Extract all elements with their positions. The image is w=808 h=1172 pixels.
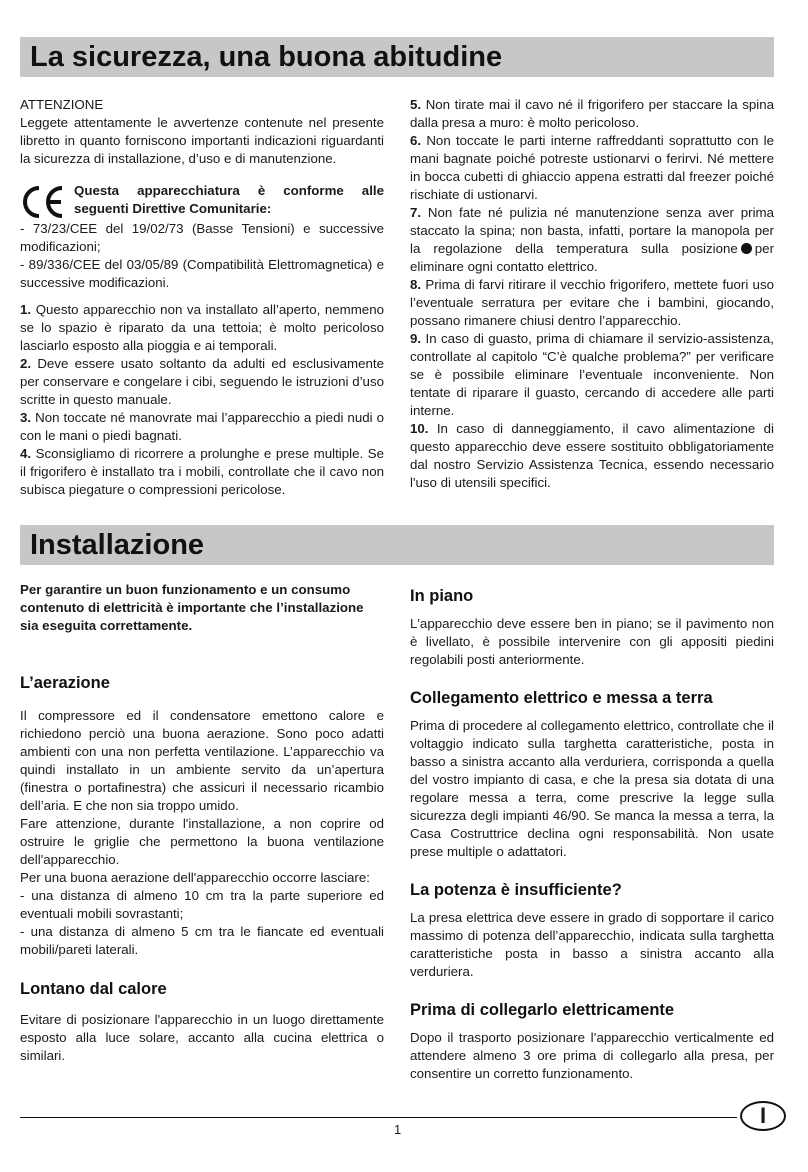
heading-lontano-dal-calore: Lontano dal calore <box>20 980 167 998</box>
heading-potenza: La potenza è insufficiente? <box>410 881 622 899</box>
piano-text: L'apparecchio deve essere ben in piano; se il pavimento non è livellato, è possibile intervenire con gli appositi piedini regolabili posti anteriormente. <box>410 616 774 667</box>
section-title-installation: Installazione <box>30 529 205 561</box>
section-banner-safety <box>20 37 774 77</box>
prima-text: Dopo il trasporto posizionare l’apparecchio verticalmente ed attendere almeno 3 ore prima di collegarlo alla presa, per consentire un corretto funzionamento. <box>410 1030 774 1081</box>
footer-rule <box>20 1117 737 1118</box>
language-badge: I <box>740 1101 786 1131</box>
safety-item: 7. Non fate né pulizia né manutenzione senza aver prima staccato la spina; non basta, infatti, portare la manopola per la regolazione della temperatura sulla posizione per eliminare ogni contatto elettrico. <box>410 205 774 274</box>
ce-mark-icon <box>20 184 66 220</box>
safety-item: 1. Questo apparecchio non va installato all’aperto, nemmeno se lo spazio è riparato da una tettoia; è molto pericoloso lasciarlo esposto alla pioggia e ai temporali. <box>20 302 384 353</box>
attention-text: Leggete attentamente le avvertenze contenute nel presente libretto in quanto forniscono importanti indicazioni riguardanti la sicurezza di installazione, d’uso e di manutenzione. <box>20 115 384 166</box>
heading-aerazione: L’aerazione <box>20 674 110 692</box>
installation-intro: Per garantire un buon funzionamento e un consumo contenuto di elettricità è importante che l’installazione sia eseguita correttamente. <box>20 582 364 633</box>
installation-right-column <box>410 585 774 1083</box>
ce-directive-1: - 73/23/CEE del 19/02/73 (Basse Tensioni) e successive modificazioni; <box>20 221 384 254</box>
potenza-text: La presa elettrica deve essere in grado di sopportare il carico massimo di potenza dell’apparecchio, indicata sulla targhetta caratteristiche posta in basso a sinistra accanto alla verduriera. <box>410 910 774 979</box>
ce-directive-2: - 89/336/CEE del 03/05/89 (Compatibilità Elettromagnetica) e successive modificazioni. <box>20 257 384 290</box>
aerazione-p1: Il compressore ed il condensatore emettono calore e richiedono perciò una buona aerazione. Sono poco adatti ambienti con una non perfetta ventilazione. L’apparecchio va quindi installato in un ambiente servito da un’apertura (finestra o portafinestra) che assicuri il necessario ricambio dell’aria. E che non sia troppo umido. <box>20 708 384 813</box>
safety-left-column <box>20 96 384 499</box>
ce-title: Questa apparecchiatura è conforme alle seguenti Direttive Comunitarie: <box>74 183 384 216</box>
heading-in-piano: In piano <box>410 587 474 605</box>
safety-item: 4. Sconsigliamo di ricorrere a prolunghe e prese multiple. Se il frigorifero è installato tra i mobili, controllate che il cavo non subisca piegature o compressioni pericolose. <box>20 446 384 497</box>
safety-item: 2. Deve essere usato soltanto da adulti ed esclusivamente per conservare e congelare i cibi, seguendo le istruzioni d’uso scritte in questo manuale. <box>20 356 384 407</box>
calore-text: Evitare di posizionare l'apparecchio in un luogo direttamente esposto alla luce solare, accanto alla cucina elettrica o similari. <box>20 1012 384 1063</box>
attention-heading: ATTENZIONE <box>20 97 104 112</box>
collegamento-text: Prima di procedere al collegamento elettrico, controllate che il voltaggio indicato sulla targhetta caratteristiche, posta in basso a sinistra accanto alla verduriera, corrisponda a quella del vostro impianto di casa, e che la presa sia dotata di una regolare messa a terra, come prescrive la legge sulla sicurezza degli impianti 46/90. Se manca la messa a terra, la Casa Costruttrice declina ogni responsabilità. Non usate prese multiple o adattatori. <box>410 718 774 859</box>
ce-block <box>20 182 384 220</box>
safety-item: 5. Non tirate mai il cavo né il frigorifero per staccare la spina dalla presa a muro: è molto pericoloso. <box>410 97 774 130</box>
installation-left-column <box>20 581 384 1065</box>
safety-item: 9. In caso di guasto, prima di chiamare il servizio-assistenza, controllate al capitolo “C’è qualche problema?” per verificare se è possibile eliminare l’eventuale inconveniente. Non tentate di riparare il guasto, cercando di accedere alle parti interne. <box>410 331 774 418</box>
aerazione-p3: Per una buona aerazione dell'apparecchio occorre lasciare: <box>20 870 370 885</box>
aerazione-p4: - una distanza di almeno 10 cm tra la parte superiore ed eventuali mobili sovrastanti; <box>20 888 384 921</box>
page-number: 1 <box>394 1122 402 1137</box>
safety-item: 3. Non toccate né manovrate mai l’apparecchio a piedi nudi o con le mani o piedi bagnati. <box>20 410 384 443</box>
section-banner-installation <box>20 525 774 565</box>
aerazione-p2: Fare attenzione, durante l'installazione, a non coprire od ostruire le griglie che permettono la buona ventilazione dell'apparecchio. <box>20 816 384 867</box>
section-title-safety: La sicurezza, una buona abitudine <box>30 41 503 73</box>
safety-item: 6. Non toccate le parti interne raffreddanti soprattutto con le mani bagnate poiché potreste ustionarvi o ferirvi. Né mettere in bocca cubetti di ghiaccio appena estratti dal freezer poiché rischiate di ustionarvi. <box>410 133 774 202</box>
heading-prima-di-collegarlo: Prima di collegarlo elettricamente <box>410 1001 675 1019</box>
aerazione-p5: - una distanza di almeno 5 cm tra le fiancate ed eventuali mobili/pareti laterali. <box>20 924 384 957</box>
safety-item: 8. Prima di farvi ritirare il vecchio frigorifero, mettete fuori uso l’eventuale serratura per evitare che i bambini, giocando, possano rimanere chiusi dentro l’apparecchio. <box>410 277 774 328</box>
off-position-dot-icon <box>741 243 752 254</box>
safety-right-column <box>410 96 774 492</box>
safety-item: 10. In caso di danneggiamento, il cavo alimentazione di questo apparecchio deve essere sostituito obbligatoriamente dal nostro Servizio Assistenza Tecnica, essendo necessario l'uso di utensili specifici. <box>410 421 774 490</box>
heading-collegamento: Collegamento elettrico e messa a terra <box>410 689 713 707</box>
